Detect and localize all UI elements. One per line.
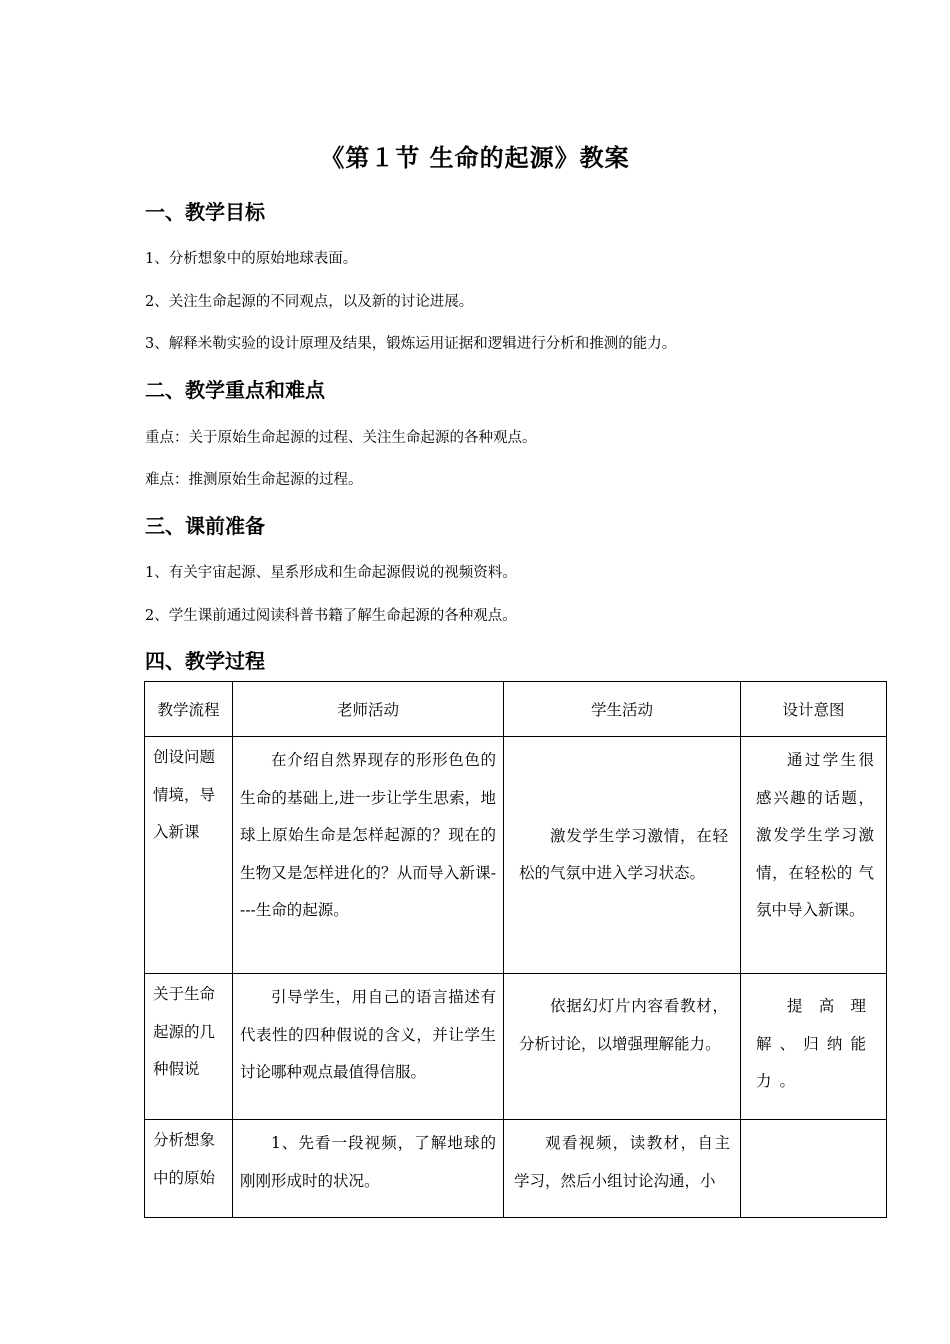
intent-cell: 提高理解、归纳能力。 xyxy=(756,997,874,1090)
preparation-item: 1、有关宇宙起源、星系形成和生命起源假说的视频资料。 xyxy=(145,565,517,581)
objective-item: 3、解释米勒实验的设计原理及结果，锻炼运用证据和逻辑进行分析和推测的能力。 xyxy=(145,336,677,352)
student-cell: 观看视频，读教材，自主学习，然后小组讨论沟通，小 xyxy=(514,1134,730,1190)
section-heading-key-points: 二、教学重点和难点 xyxy=(145,378,325,402)
document-title: 《第１节 生命的起源》教案 xyxy=(320,144,630,172)
table-row xyxy=(145,974,887,1120)
flow-cell: 关于生命起源的几种假说 xyxy=(153,985,216,1078)
teacher-cell: 1、先看一段视频，了解地球的刚刚形成时的状况。 xyxy=(240,1134,496,1190)
table-row xyxy=(145,737,887,974)
section-heading-preparation: 三、课前准备 xyxy=(145,514,265,538)
header-student: 学生活动 xyxy=(504,682,741,737)
flow-cell: 分析想象中的原始 xyxy=(153,1131,216,1187)
flow-cell: 创设问题情境，导入新课 xyxy=(153,748,216,841)
teacher-cell: 在介绍自然界现存的形形色色的生命的基础上,进一步让学生思索，地球上原始生命是怎样起源的？现在的生物又是怎样进化的？从而导入新课----生命的起源。 xyxy=(240,751,496,919)
key-point-item: 重点：关于原始生命起源的过程、关注生命起源的各种观点。 xyxy=(145,430,537,446)
student-cell: 激发学生学习激情，在轻松的气氛中进入学习状态。 xyxy=(519,826,728,882)
header-teacher: 老师活动 xyxy=(233,682,504,737)
table-row xyxy=(145,1120,887,1218)
teaching-process-table xyxy=(144,681,887,1218)
preparation-item: 2、学生课前通过阅读科普书籍了解生命起源的各种观点。 xyxy=(145,608,517,624)
intent-cell: 通过学生很感兴趣的话题，激发学生学习激情，在轻松的 气氛中导入新课。 xyxy=(756,751,874,919)
header-flow: 教学流程 xyxy=(145,682,233,737)
difficulty-item: 难点：推测原始生命起源的过程。 xyxy=(145,472,363,488)
teacher-cell: 引导学生，用自己的语言描述有代表性的四种假说的含义，并让学生讨论哪种观点最值得信服。 xyxy=(240,988,496,1081)
table-header-row xyxy=(145,682,887,737)
section-heading-process: 四、教学过程 xyxy=(145,649,265,673)
student-cell: 依据幻灯片内容看教材，分析讨论，以增强理解能力。 xyxy=(519,997,728,1053)
header-intent: 设计意图 xyxy=(741,682,887,737)
objective-item: 2、关注生命起源的不同观点，以及新的讨论进展。 xyxy=(145,294,474,310)
section-heading-objectives: 一、教学目标 xyxy=(145,200,265,224)
objective-item: 1、分析想象中的原始地球表面。 xyxy=(145,251,358,267)
intent-cell xyxy=(741,1120,886,1130)
